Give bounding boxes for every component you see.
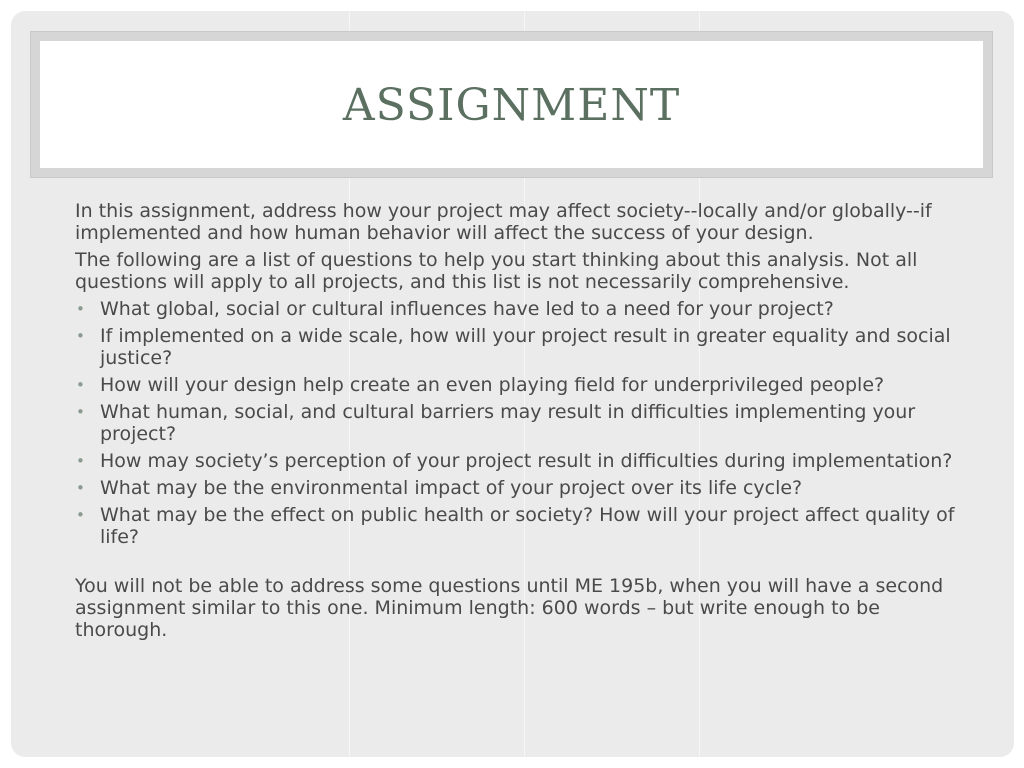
list-item (75, 325, 955, 369)
bullet-icon: • (76, 376, 85, 394)
list-item-text: How may society’s perception of your project result in difficulties during implementation? (100, 450, 953, 472)
bullet-icon: • (76, 479, 85, 497)
list-item (75, 504, 955, 548)
list-item (75, 477, 955, 499)
list-item (75, 401, 955, 445)
intro-paragraph: In this assignment, address how your project may affect society--locally and/or globally--if implemented and how human behavior will affect the success of your design. (75, 200, 932, 244)
list-item (75, 374, 955, 396)
slide-body (75, 200, 955, 646)
title-frame (30, 31, 993, 178)
list-item (75, 298, 955, 320)
closing-paragraph: You will not be able to address some questions until ME 195b, when you will have a second assignment similar to this one. Minimum length: 600 words – but write enough to be thorough. (75, 575, 944, 641)
list-item-text: How will your design help create an even playing field for underprivileged people? (100, 374, 885, 396)
bullet-icon: • (76, 327, 85, 345)
bullet-icon: • (76, 403, 85, 421)
list-item-text: What may be the effect on public health or society? How will your project affect quality of life? (100, 504, 955, 548)
list-item (75, 450, 955, 472)
list-item-text: What human, social, and cultural barriers may result in difficulties implementing your project? (100, 401, 916, 445)
list-item-text: What may be the environmental impact of your project over its life cycle? (100, 477, 803, 499)
slide-title: ASSIGNMENT (342, 80, 681, 131)
title-box (40, 41, 983, 168)
bullet-icon: • (76, 300, 85, 318)
slide (11, 11, 1014, 757)
bullet-icon: • (76, 506, 85, 524)
bullet-icon: • (76, 452, 85, 470)
spacer (75, 553, 955, 575)
question-list (75, 298, 955, 548)
list-item-text: If implemented on a wide scale, how will your project result in greater equality and social justice? (100, 325, 951, 369)
list-item-text: What global, social or cultural influences have led to a need for your project? (100, 298, 834, 320)
intro-paragraph: The following are a list of questions to help you start thinking about this analysis. Not all questions will apply to all projects, and this list is not necessarily comprehensive. (75, 249, 918, 293)
